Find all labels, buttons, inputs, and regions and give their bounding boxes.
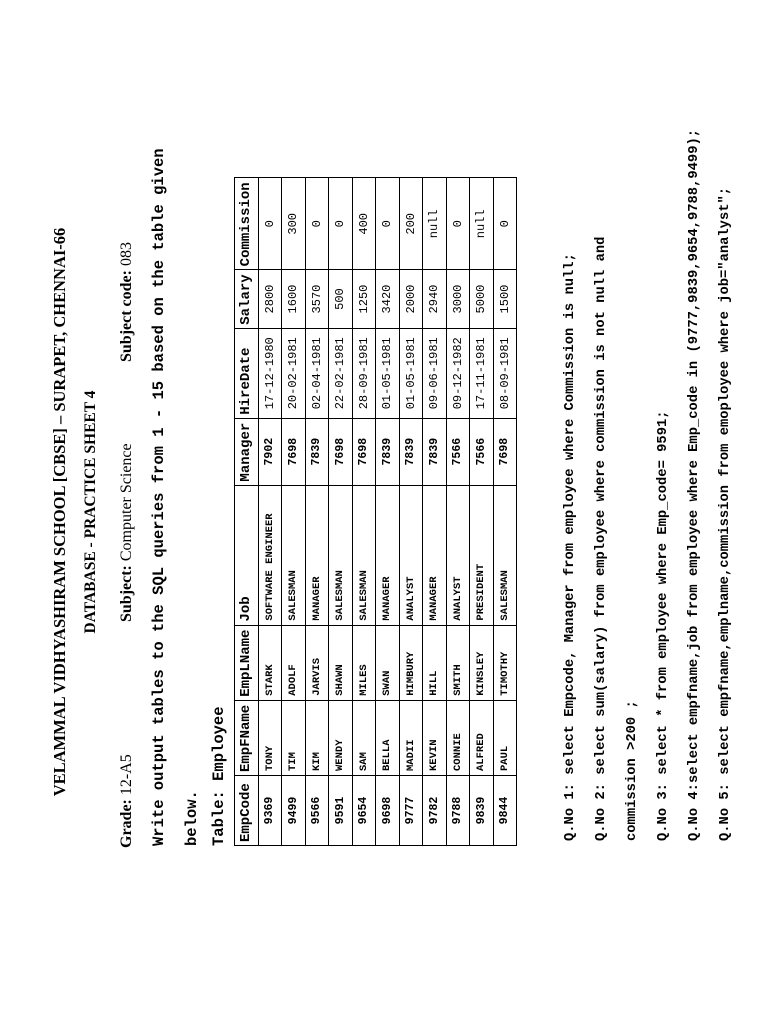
- sql-questions: [555, 129, 741, 841]
- cell-empcode: 9654: [352, 776, 376, 846]
- subject-code-value: 083: [118, 242, 135, 267]
- cell-manager: 7839: [376, 418, 400, 485]
- cell-job: SALESMAN: [352, 485, 376, 625]
- cell-manager: 7698: [493, 418, 517, 485]
- cell-hiredate: 09-12-1982: [446, 328, 470, 418]
- cell-manager: 7698: [329, 418, 353, 485]
- cell-empfname: KEVIN: [423, 700, 447, 775]
- grade-line: [118, 754, 136, 848]
- table-row: [329, 178, 353, 846]
- school-title: VELAMMAL VIDHYASHIRAM SCHOOL [CBSE] – SURAPET, CHENNAI-66: [50, 227, 69, 797]
- cell-job: MANAGER: [376, 485, 400, 625]
- cell-hiredate: 28-09-1981: [352, 328, 376, 418]
- cell-emplname: SMITH: [446, 625, 470, 700]
- cell-emplname: JARVIS: [305, 625, 329, 700]
- column-header: Manager: [235, 418, 259, 485]
- cell-job: SOFTWARE ENGINEER: [258, 485, 282, 625]
- table-row: [258, 178, 282, 846]
- cell-manager: 7902: [258, 418, 282, 485]
- cell-emplname: SHAWN: [329, 625, 353, 700]
- employee-table: [234, 177, 517, 846]
- cell-commission: null: [470, 178, 494, 270]
- cell-empfname: PAUL: [493, 700, 517, 775]
- cell-emplname: KINSLEY: [470, 625, 494, 700]
- subject-code-label: Subject code:: [118, 270, 135, 362]
- cell-commission: 0: [329, 178, 353, 270]
- table-row: [305, 178, 329, 846]
- cell-empcode: 9777: [399, 776, 423, 846]
- cell-job: SALESMAN: [282, 485, 306, 625]
- table-row: [376, 178, 400, 846]
- question-4: Q.No 4:select empfname,job from employee where Emp_code in (9777,9839,9654,9788,9499);: [687, 128, 702, 841]
- cell-emplname: TIMOTHY: [493, 625, 517, 700]
- cell-salary: 2940: [423, 270, 447, 328]
- cell-empfname: ALFRED: [470, 700, 494, 775]
- question-3: Q.No 3: select * from employee where Emp_code= 9591;: [656, 410, 671, 841]
- cell-salary: 1500: [493, 270, 517, 328]
- cell-hiredate: 17-11-1981: [470, 328, 494, 418]
- cell-empcode: 9782: [423, 776, 447, 846]
- cell-job: SALESMAN: [493, 485, 517, 625]
- column-header: Commission: [235, 178, 259, 270]
- cell-empfname: CONNIE: [446, 700, 470, 775]
- cell-hiredate: 08-09-1981: [493, 328, 517, 418]
- cell-salary: 3000: [446, 270, 470, 328]
- cell-hiredate: 01-05-1981: [399, 328, 423, 418]
- cell-commission: 0: [446, 178, 470, 270]
- cell-manager: 7839: [399, 418, 423, 485]
- table-row: [352, 178, 376, 846]
- cell-manager: 7566: [446, 418, 470, 485]
- table-caption: Table: Employee: [210, 706, 228, 846]
- subject-label: Subject:: [118, 565, 135, 622]
- table-header-row: [235, 178, 259, 846]
- cell-hiredate: 01-05-1981: [376, 328, 400, 418]
- cell-salary: 1250: [352, 270, 376, 328]
- cell-empcode: 9591: [329, 776, 353, 846]
- cell-hiredate: 22-02-1981: [329, 328, 353, 418]
- table-row: [446, 178, 470, 846]
- cell-job: ANALYST: [446, 485, 470, 625]
- sheet-title: DATABASE - PRACTICE SHEET 4: [82, 390, 99, 634]
- cell-commission: 0: [258, 178, 282, 270]
- cell-empcode: 9566: [305, 776, 329, 846]
- cell-empfname: TONY: [258, 700, 282, 775]
- cell-empfname: KIM: [305, 700, 329, 775]
- cell-empcode: 9698: [376, 776, 400, 846]
- cell-hiredate: 09-06-1981: [423, 328, 447, 418]
- column-header: EmpCode: [235, 776, 259, 846]
- cell-empcode: 9839: [470, 776, 494, 846]
- grade-value: 12-A5: [118, 754, 135, 796]
- cell-emplname: HILL: [423, 625, 447, 700]
- cell-empfname: SAM: [352, 700, 376, 775]
- cell-commission: 0: [305, 178, 329, 270]
- cell-empcode: 9369: [258, 776, 282, 846]
- column-header: EmpLName: [235, 625, 259, 700]
- table-row: [282, 178, 306, 846]
- cell-commission: 400: [352, 178, 376, 270]
- subject-value: Computer Science: [118, 443, 135, 562]
- cell-salary: 3570: [305, 270, 329, 328]
- table-row: [423, 178, 447, 846]
- question-2: Q.No 2: select sum(salary) from employee where commission is not null and: [594, 236, 609, 841]
- column-header: EmpFName: [235, 700, 259, 775]
- cell-manager: 7839: [305, 418, 329, 485]
- cell-salary: 5000: [470, 270, 494, 328]
- cell-empfname: WENDY: [329, 700, 353, 775]
- cell-emplname: STARK: [258, 625, 282, 700]
- cell-hiredate: 02-04-1981: [305, 328, 329, 418]
- question-5: Q.No 5: select empfname,emplname,commission from emoployee where job="analyst";: [718, 186, 733, 841]
- cell-manager: 7566: [470, 418, 494, 485]
- cell-manager: 7839: [423, 418, 447, 485]
- cell-commission: 0: [376, 178, 400, 270]
- column-header: HireDate: [235, 328, 259, 418]
- cell-job: MANAGER: [423, 485, 447, 625]
- cell-job: MANAGER: [305, 485, 329, 625]
- cell-empcode: 9844: [493, 776, 517, 846]
- instructions: Write output tables to the SQL queries from 1 - 15 based on the table given below.: [150, 148, 201, 846]
- cell-empfname: TIM: [282, 700, 306, 775]
- question-2-continued: commission >200 ;: [625, 700, 640, 841]
- cell-salary: 2000: [399, 270, 423, 328]
- question-1: Q.No 1: select Empcode, Manager from employee where Commission is null;: [563, 253, 578, 841]
- column-header: Job: [235, 485, 259, 625]
- table-row: [493, 178, 517, 846]
- cell-emplname: ADOLF: [282, 625, 306, 700]
- cell-emplname: HIMBURY: [399, 625, 423, 700]
- column-header: Salary: [235, 270, 259, 328]
- cell-empfname: MADII: [399, 700, 423, 775]
- cell-job: SALESMAN: [329, 485, 353, 625]
- cell-hiredate: 20-02-1981: [282, 328, 306, 418]
- cell-hiredate: 17-12-1980: [258, 328, 282, 418]
- grade-label: Grade:: [118, 799, 135, 848]
- cell-empcode: 9788: [446, 776, 470, 846]
- table-row: [470, 178, 494, 846]
- cell-empcode: 9499: [282, 776, 306, 846]
- cell-salary: 3420: [376, 270, 400, 328]
- cell-manager: 7698: [282, 418, 306, 485]
- cell-emplname: MILES: [352, 625, 376, 700]
- subject-code-line: [118, 242, 136, 362]
- cell-commission: 0: [493, 178, 517, 270]
- cell-job: PRESIDENT: [470, 485, 494, 625]
- cell-empfname: BELLA: [376, 700, 400, 775]
- subject-line: [118, 443, 136, 622]
- table-row: [399, 178, 423, 846]
- cell-salary: 500: [329, 270, 353, 328]
- cell-job: ANALYST: [399, 485, 423, 625]
- cell-commission: 300: [282, 178, 306, 270]
- cell-salary: 2800: [258, 270, 282, 328]
- cell-commission: null: [423, 178, 447, 270]
- cell-manager: 7698: [352, 418, 376, 485]
- cell-salary: 1600: [282, 270, 306, 328]
- cell-emplname: SWAN: [376, 625, 400, 700]
- cell-commission: 200: [399, 178, 423, 270]
